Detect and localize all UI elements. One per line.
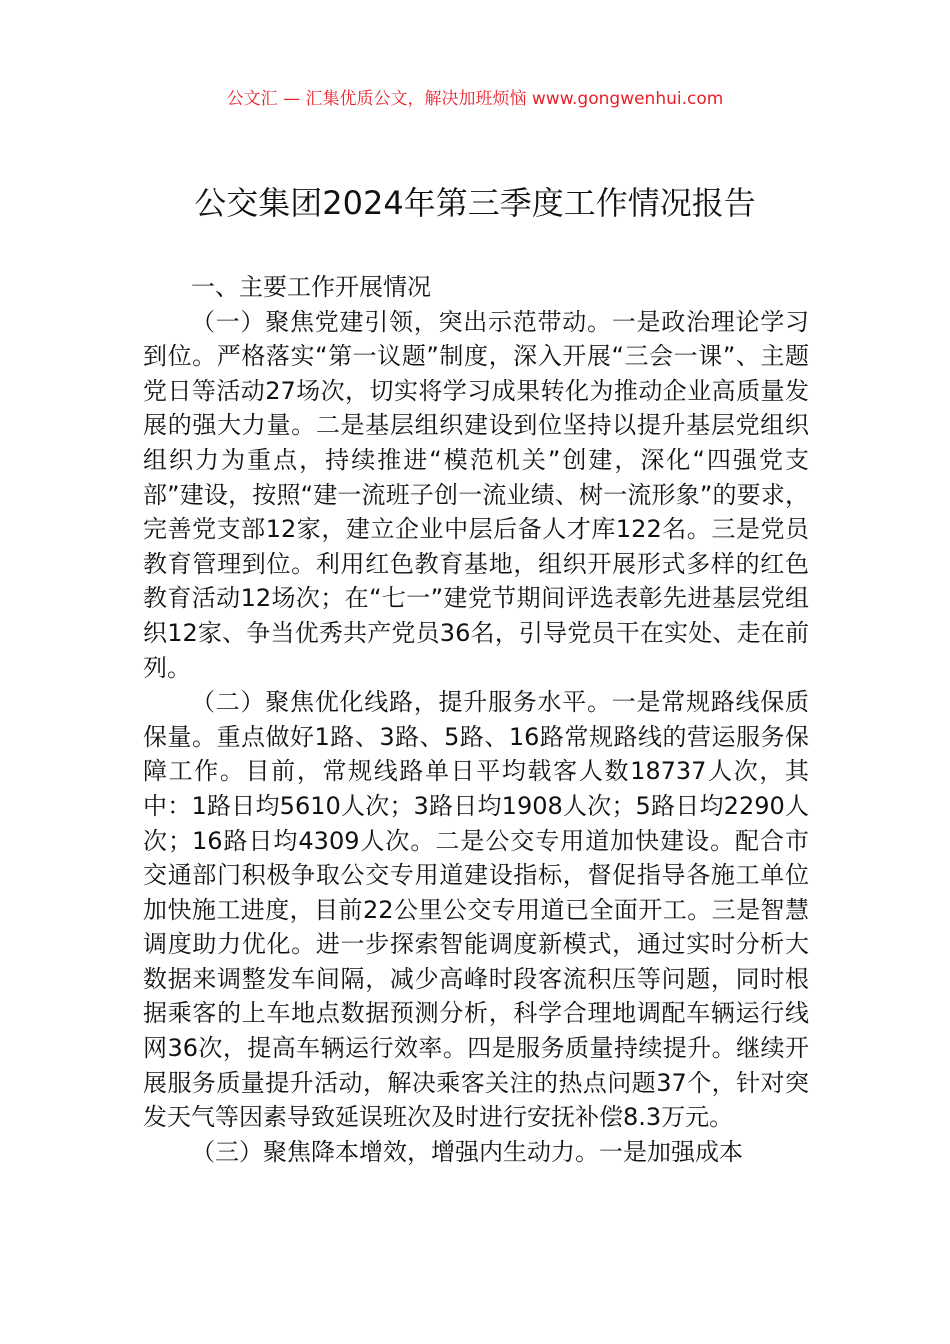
paragraph-party-building: （一）聚焦党建引领，突出示范带动。一是政治理论学习到位。严格落实“第一议题”制度，深入开展“三会一课”、主题党日等活动27场次，切实将学习成果转化为推动企业高质量发展的强大力量。二是基层组织建设到位坚持以提升基层党组织组织力为重点，持续推进“模范机关”创建，深化“四强党支部”建设，按照“建一流班子创一流业绩、树一流形象”的要求，完善党支部12家，建立企业中层后备人才库122名。三是党员教育管理到位。利用红色教育基地，组织开展形式多样的红色教育活动12场次；在“七一”建党节期间评选表彰先进基层党组织12家、争当优秀共产党员36名，引导党员干在实处、走在前列。 (143, 307, 809, 682)
site-banner: 公文汇 — 汇集优质公文，解决加班烦恼 www.gongwenhui.com (226, 89, 724, 109)
paragraph-route-optimization: （二）聚焦优化线路，提升服务水平。一是常规路线保质保量。重点做好1路、3路、5路、16路常规路线的营运服务保障工作。目前，常规线路单日平均载客人数18737人次，其中：1路日均5610人次；3路日均1908人次；5路日均2290人次；16路日均4309人次。二是公交专用道加快建设。配合市交通部门积极争取公交专用道建设指标，督促指导各施工单位加快施工进度，目前22公里公交专用道已全面开工。三是智慧调度助力优化。进一步探索智能调度新模式，通过实时分析大数据来调整发车间隔，减少高峰时段客流积压等问题，同时根据乘客的上车地点数据预测分析，科学合理地调配车辆运行线网36次，提高车辆运行效率。四是服务质量持续提升。继续开展服务质量提升活动，解决乘客关注的热点问题37个，针对突发天气等因素导致延误班次及时进行安抚补偿8.3万元。 (143, 688, 809, 1132)
document-body (143, 270, 809, 1169)
paragraph-cost-reduction: （三）聚焦降本增效，增强内生动力。一是加强成本 (191, 1137, 743, 1166)
section-heading: 一、主要工作开展情况 (191, 273, 431, 301)
document-title: 公交集团2024年第三季度工作情况报告 (194, 184, 756, 222)
